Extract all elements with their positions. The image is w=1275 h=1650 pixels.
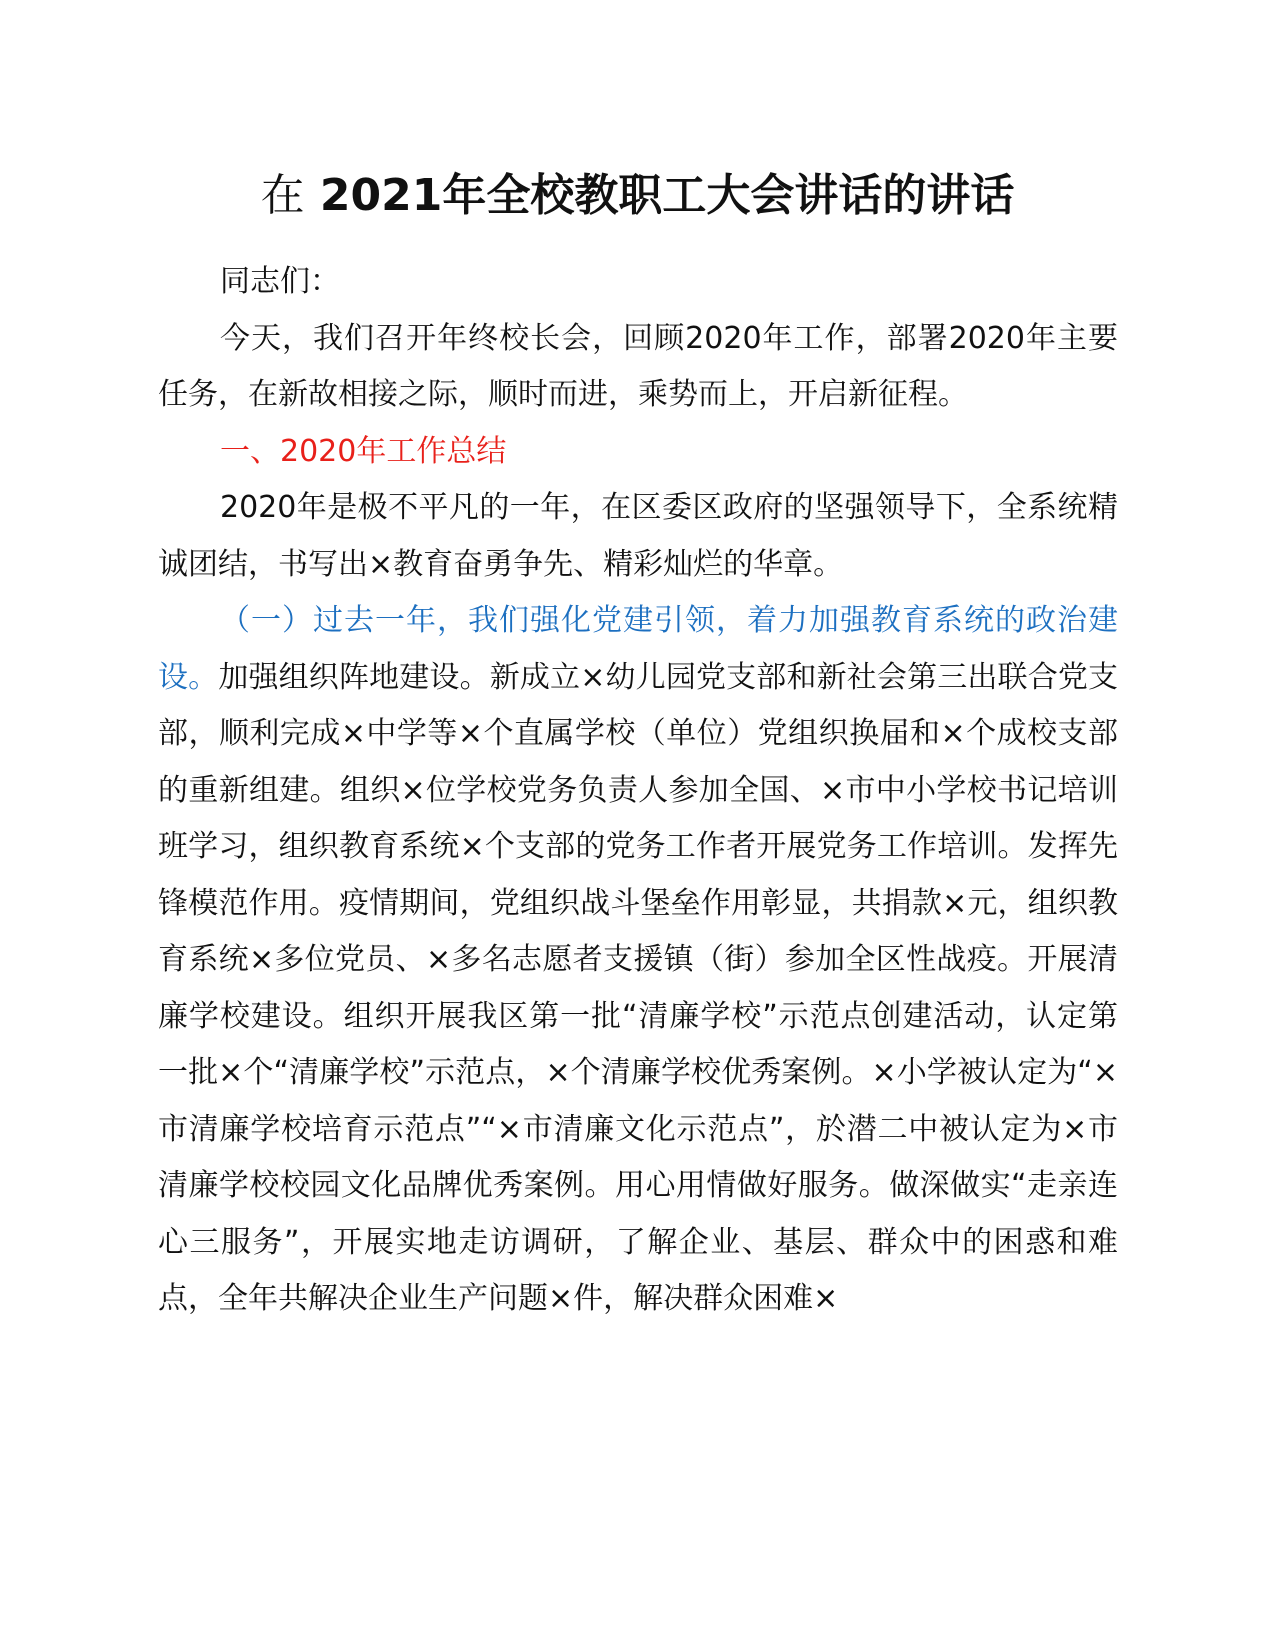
document-title xyxy=(150,168,1125,224)
intro-paragraph: 今天，我们召开年终校长会，回顾2020年工作，部署2020年主要任务，在新故相接之际，顺时而进，乘势而上，开启新征程。 xyxy=(158,320,1118,412)
title-main: 2021年全校教职工大会讲话的讲话 xyxy=(319,170,1015,221)
subsection-paragraph xyxy=(158,593,1118,1328)
salutation: 同志们： xyxy=(220,264,340,299)
document-body xyxy=(158,254,1118,1328)
section-paragraph: 2020年是极不平凡的一年，在区委区政府的坚强领导下，全系统精诚团结，书写出×教育奋勇争先、精彩灿烂的华章。 xyxy=(158,490,1118,582)
subsection-body: 加强组织阵地建设。新成立×幼儿园党支部和新社会第三出联合党支部，顺利完成×中学等×个直属学校（单位）党组织换届和×个成校支部的重新组建。组织×位学校党务负责人参加全国、×市中小学校书记培训班学习，组织教育系统×个支部的党务工作者开展党务工作培训。发挥先锋模范作用。疫情期间，党组织战斗堡垒作用彰显，共捐款×元，组织教育系统×多位党员、×多名志愿者支援镇（街）参加全区性战疫。开展清廉学校建设。组织开展我区第一批“清廉学校”示范点创建活动，认定第一批×个“清廉学校”示范点，×个清廉学校优秀案例。×小学被认定为“×市清廉学校培育示范点”“×市清廉文化示范点”，於潜二中被认定为×市清廉学校校园文化品牌优秀案例。用心用情做好服务。做深做实“走亲连心三服务”，开展实地走访调研，了解企业、基层、群众中的困惑和难点，全年共解决企业生产问题×件，解决群众困难× xyxy=(158,659,1119,1316)
section-heading: 一、2020年工作总结 xyxy=(220,433,507,469)
title-prefix: 在 xyxy=(260,170,305,221)
subsection-heading: （一）过去一年，我们强化党建引领，着力加强教育系统的政治建设。 xyxy=(158,603,1118,695)
